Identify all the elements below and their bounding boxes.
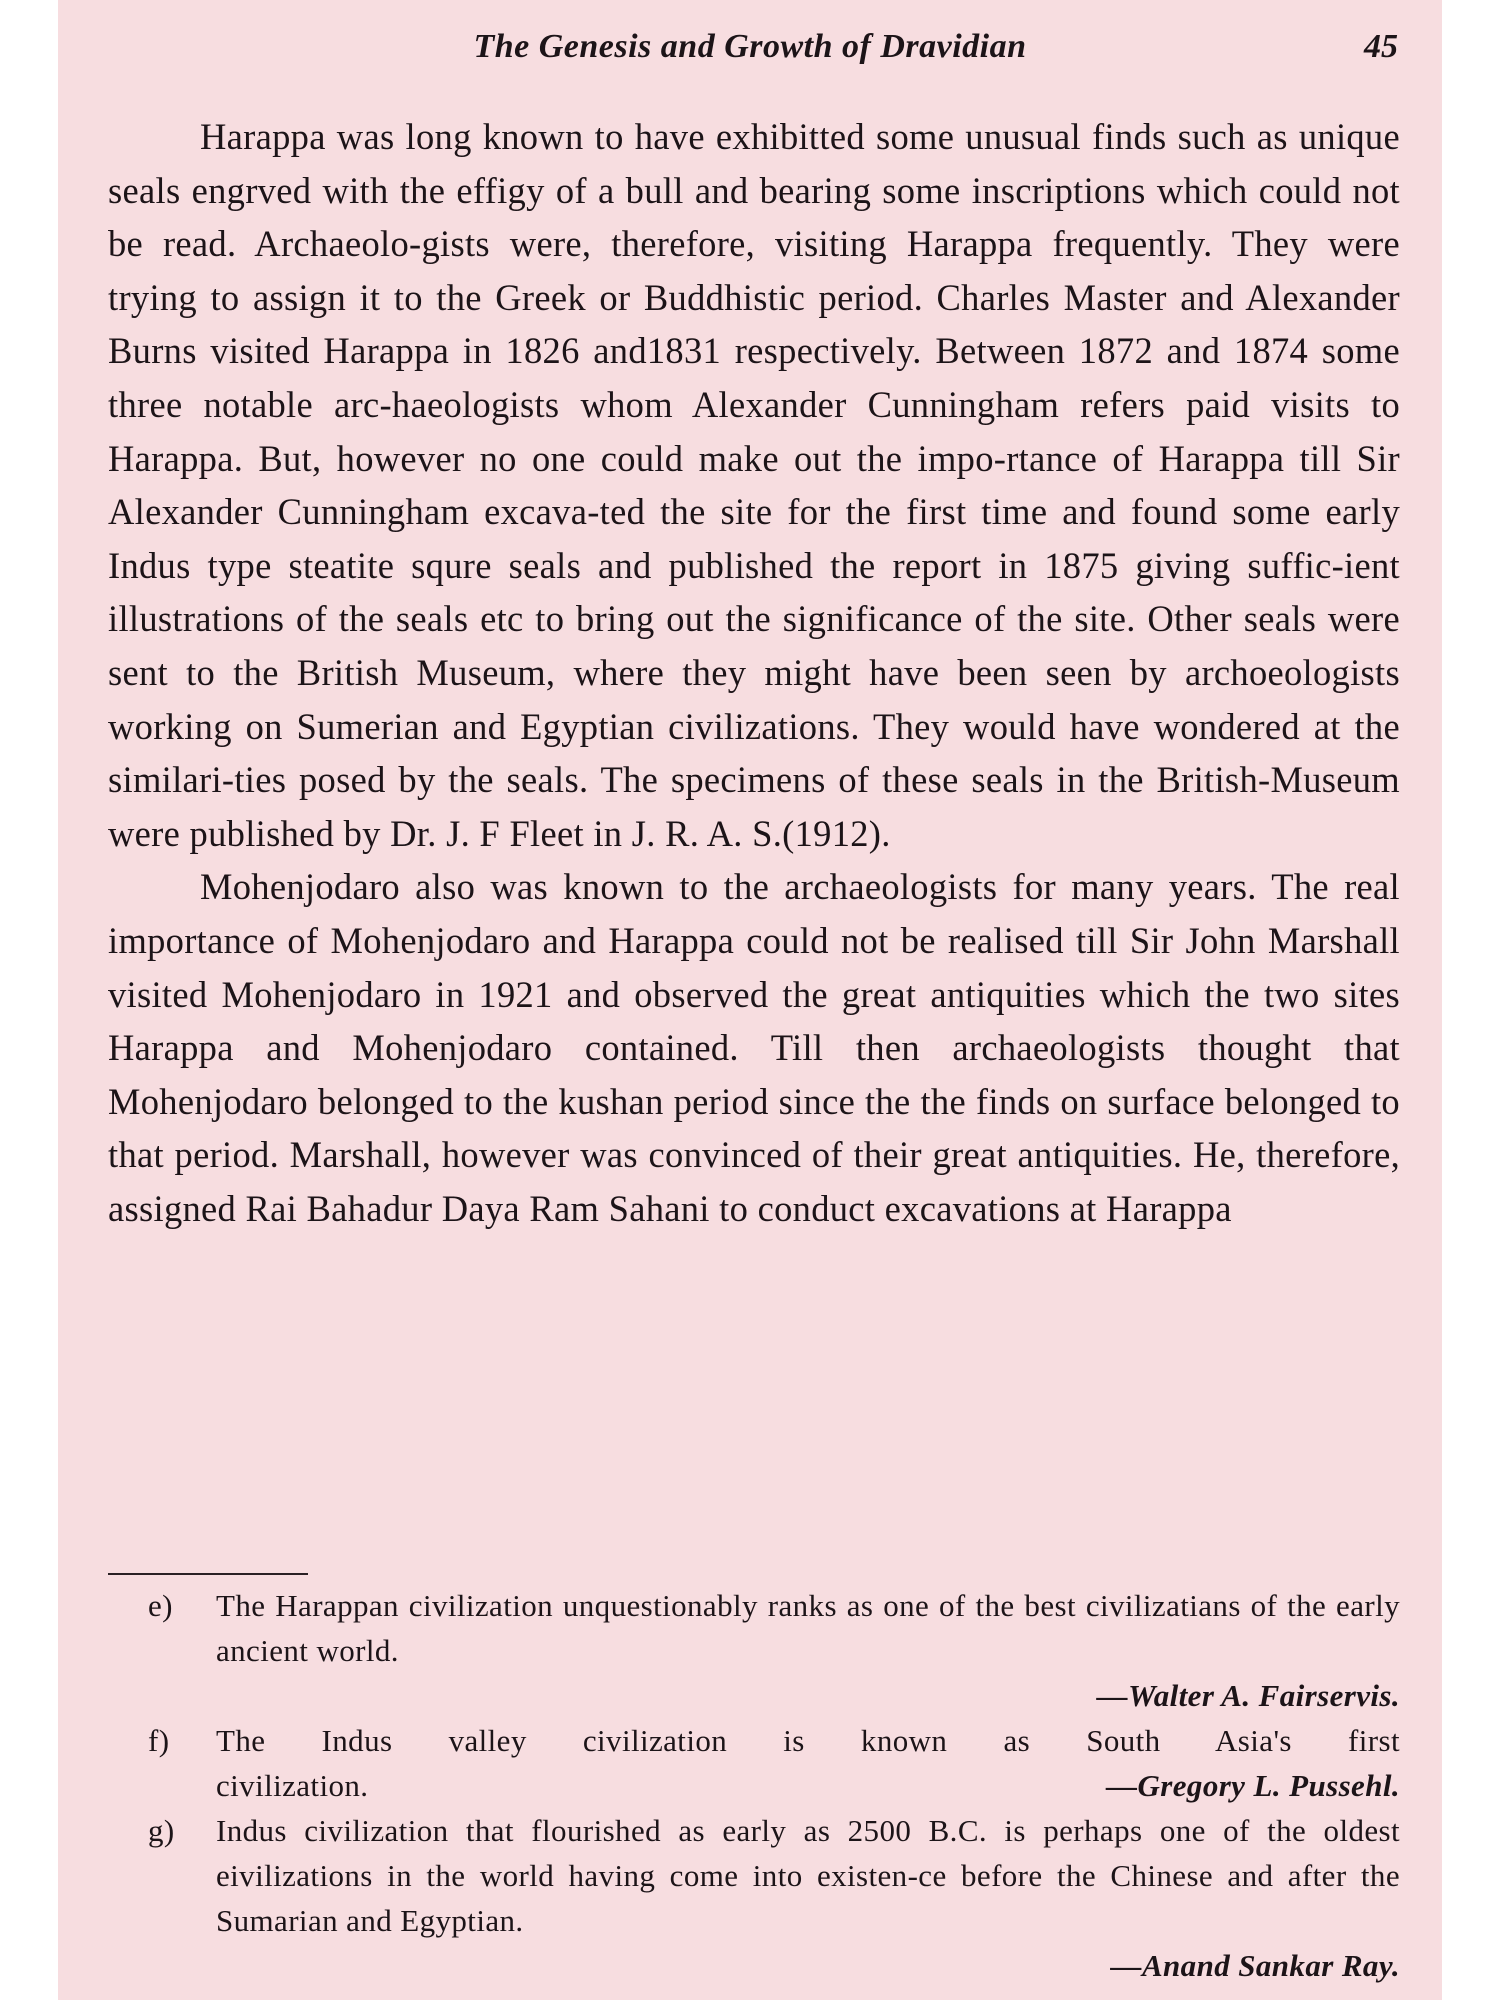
footnote-attribution: —Gregory L. Pussehl.: [1106, 1768, 1400, 1803]
footnote-text: Indus civilization that flourished as early as 2500 B.C. is perhaps one of the oldest eivilizations in the world having come into existen-ce before the Chinese and after the Sumarian and Egyptian.: [216, 1813, 1400, 1938]
footnote-e: [108, 1583, 1400, 1718]
footnote-text-line-2: civilization.: [216, 1768, 369, 1803]
footnote-g: [108, 1808, 1400, 1988]
footnote-attribution: —Anand Sankar Ray.: [1110, 1948, 1400, 1983]
page-number: 45: [1364, 28, 1398, 65]
page-header: [58, 28, 1442, 72]
footnote-last-line: [216, 1763, 1400, 1808]
footnotes: [108, 1583, 1400, 1988]
paragraph-mohenjodaro: Mohenjodaro also was known to the archaeologists for many years. The real importance of Mohenjodaro and Harappa could not be realised till Sir John Marshall visited Mohenjodaro in 1921 and observed the great antiquities which the two sites Harappa and Mohenjodaro contained. Till then archaeologists thought that Mohenjodaro belonged to the kushan period since the the finds on surface belonged to that period. Marshall, however was convinced of their great antiquities. He, therefore, assigned Rai Bahadur Daya Ram Sahani to conduct excavations at Harappa: [108, 866, 1400, 1229]
paragraph-harappa: Harappa was long known to have exhibitted some unusual finds such as unique seals engrved with the effigy of a bull and bearing some inscriptions which could not be read. Archaeolo-gists were, therefore, visiting Harappa frequently. They were trying to assign it to the Greek or Buddhistic period. Charles Master and Alexander Burns visited Harappa in 1826 and1831 respectively. Between 1872 and 1874 some three notable arc-haeologists whom Alexander Cunningham refers paid visits to Harappa. But, however no one could make out the impo-rtance of Harappa till Sir Alexander Cunningham excava-ted the site for the first time and found some early Indus type steatite squre seals and published the report in 1875 giving suffic-ient illustrations of the seals etc to bring out the significance of the site. Other seals were sent to the British Museum, where they might have been seen by archoeologists working on Sumerian and Egyptian civilizations. They would have wondered at the similari-ties posed by the seals. The specimens of these seals in the British-Museum were published by Dr. J. F Fleet in J. R. A. S.(1912).: [108, 116, 1400, 854]
footnote-divider: [108, 1573, 308, 1575]
book-page: [58, 0, 1442, 2000]
footnote-marker: f): [148, 1723, 170, 1758]
footnote-marker: e): [148, 1588, 173, 1623]
footnote-attribution: —Walter A. Fairservis.: [1096, 1678, 1400, 1713]
body-text: [108, 110, 1400, 1235]
footnote-text-line-1: The Indus valley civilization is known as South Asia's first: [216, 1723, 1400, 1758]
footnote-text: The Harappan civilization unquestionably ranks as one of the best civilizatians of the early ancient world.: [216, 1588, 1400, 1668]
footnote-f: [108, 1718, 1400, 1808]
footnote-marker: g): [148, 1813, 175, 1848]
running-title: The Genesis and Growth of Dravidian: [473, 28, 1027, 65]
